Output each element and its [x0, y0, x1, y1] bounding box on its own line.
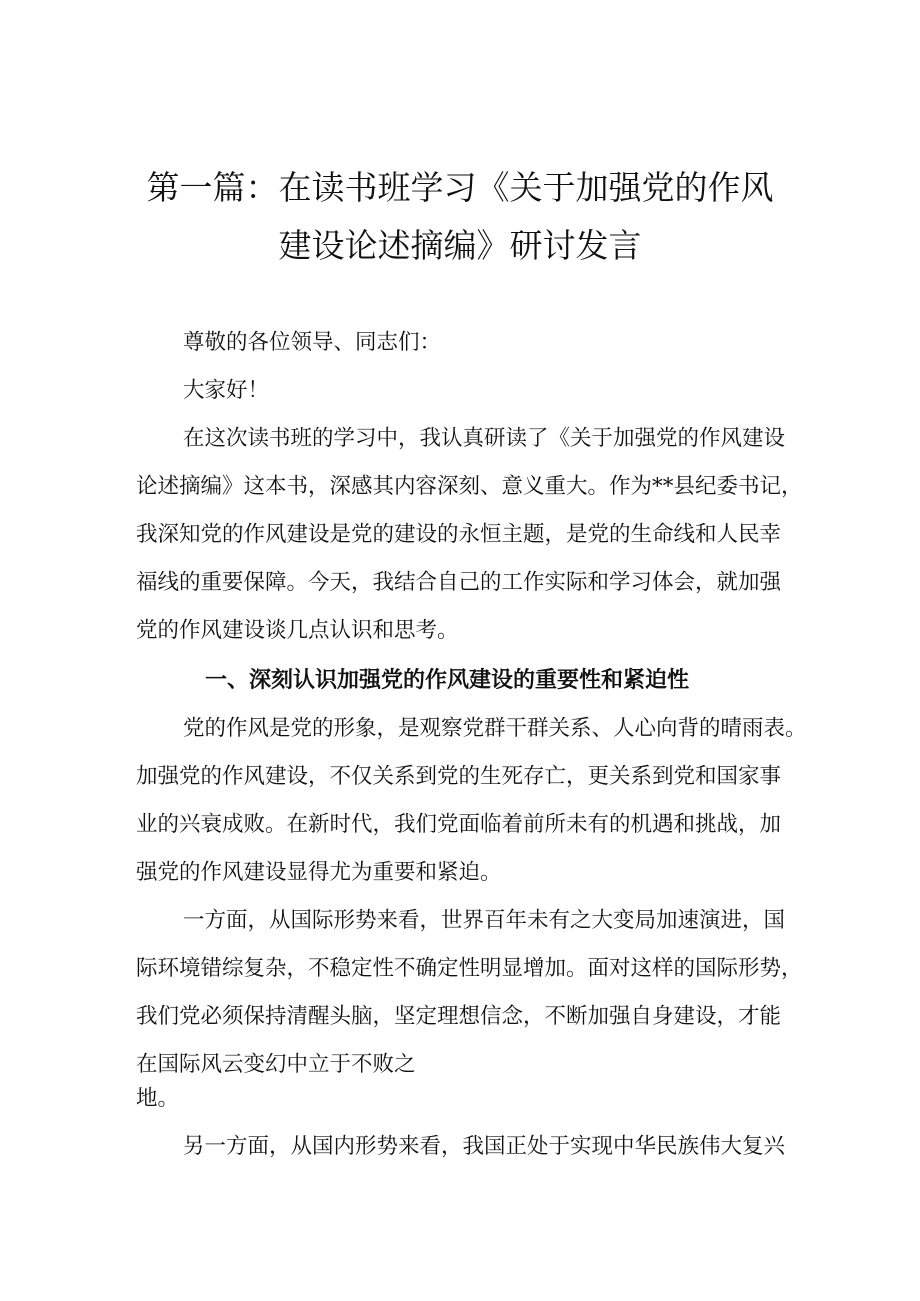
paragraph-line: 加强党的作风建设，不仅关系到党的生死存亡，更关系到党和国家事: [136, 764, 782, 789]
paragraph-line: 业的兴衰成败。在新时代，我们党面临着前所未有的机遇和挑战，加: [136, 812, 782, 837]
document-title-line-1: 第一篇：在读书班学习《关于加强党的作风: [146, 168, 774, 207]
paragraph-line: 党的作风是党的形象，是观察党群干群关系、人心向背的晴雨表。: [183, 716, 807, 741]
paragraph-line: 党的作风建设谈几点认识和思考。: [136, 618, 459, 643]
section-heading: 一、深刻认识加强党的作风建设的重要性和紧迫性: [205, 668, 690, 693]
paragraph-line: 一方面，从国际形势来看，世界百年未有之大变局加速演进，国: [183, 908, 786, 933]
paragraph-line: 强党的作风建设显得尤为重要和紧迫。: [136, 860, 502, 885]
document-title-line-2: 建设论述摘编》研讨发言: [278, 226, 642, 265]
paragraph-line: 在这次读书班的学习中，我认真研读了《关于加强党的作风建设: [183, 426, 786, 451]
paragraph-line: 另一方面，从国内形势来看，我国正处于实现中华民族伟大复兴: [183, 1134, 786, 1159]
paragraph-line: 我深知党的作风建设是党的建设的永恒主题，是党的生命线和人民幸: [136, 522, 782, 547]
greeting: 大家好！: [183, 378, 270, 403]
salutation: 尊敬的各位领导、同志们：: [183, 330, 442, 355]
paragraph-line: 福线的重要保障。今天，我结合自己的工作实际和学习体会，就加强: [136, 570, 782, 595]
paragraph-line: 论述摘编》这本书，深感其内容深刻、意义重大。作为**县纪委书记，: [136, 474, 803, 499]
paragraph-line: 地。: [136, 1086, 180, 1111]
paragraph-line: 在国际风云变幻中立于不败之: [136, 1052, 416, 1077]
paragraph-line: 际环境错综复杂，不稳定性不确定性明显增加。面对这样的国际形势，: [136, 956, 803, 981]
paragraph-line: 我们党必须保持清醒头脑，坚定理想信念，不断加强自身建设，才能: [136, 1004, 782, 1029]
